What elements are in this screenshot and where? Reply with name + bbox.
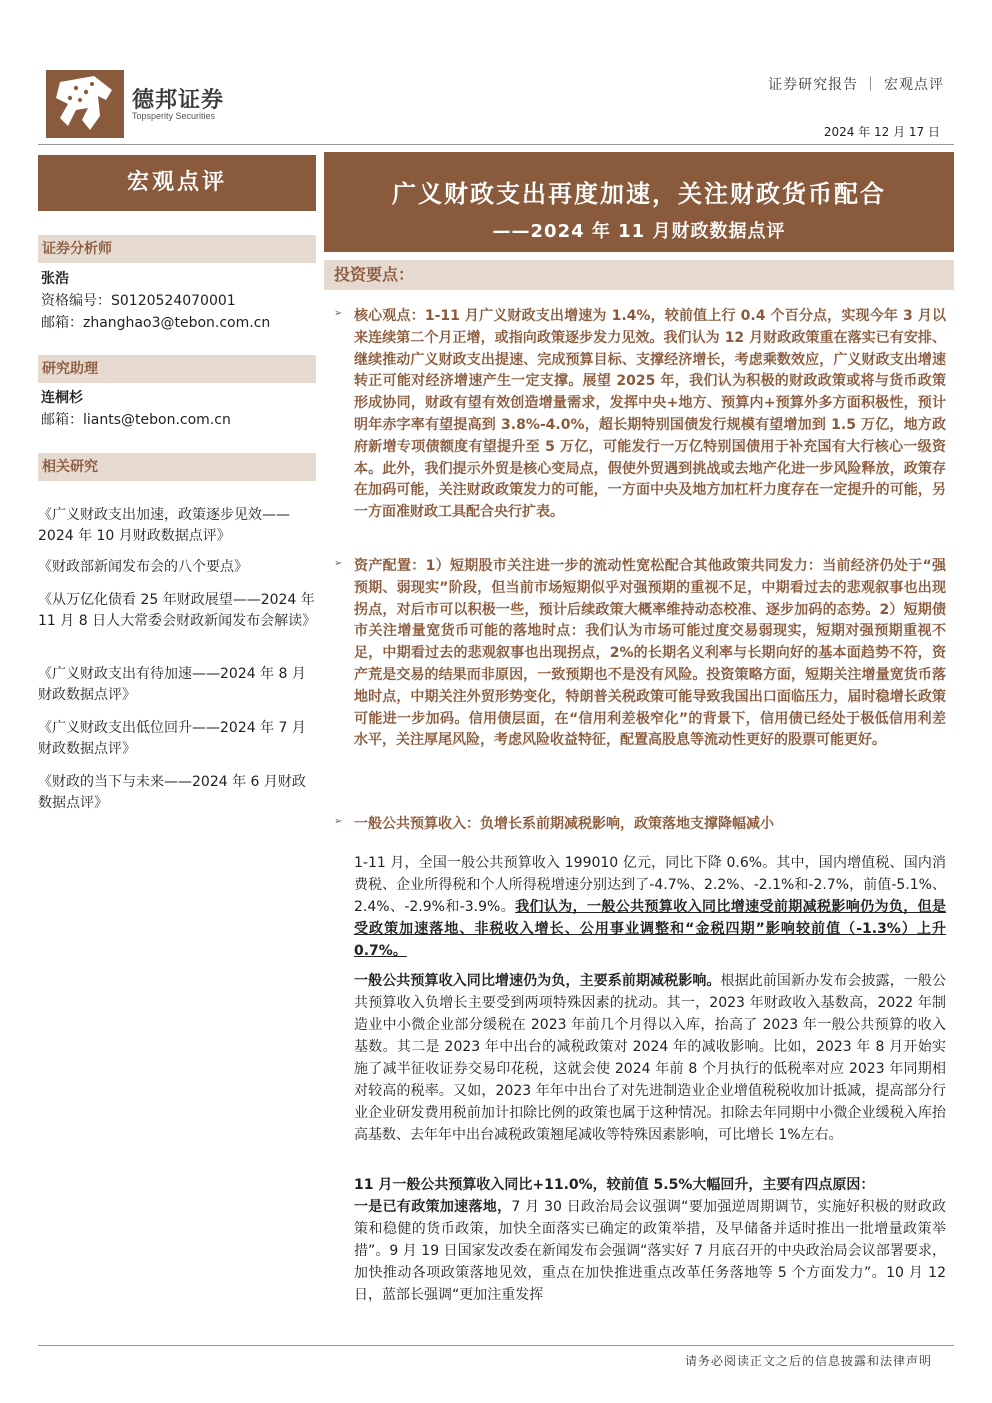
related-report-link[interactable]: 《财政的当下与未来——2024 年 6 月财政数据点评》 <box>38 774 306 811</box>
related-report-link[interactable]: 《广义财政支出有待加速——2024 年 8 月财政数据点评》 <box>38 666 306 703</box>
body-text: 7 月 30 日政治局会议强调“要加强逆周期调节，实施好积极的财政政策和稳健的货币政策，加快全面落实已确定的政策举措，及早储备并适时推出一批增量政策举措”。9 月 19 日国家发改委在新闻发布会强调“落实好 7 月底召开的中央政治局会议部署要求，加快推动各项政策落地见效，重点在加快推进重点改革任务落地等 5 个方面发力”。10 月 12 日，蓝部长强调“更加注重发挥 <box>354 1199 947 1303</box>
related-heading: 相关研究 <box>38 453 316 481</box>
body-emphasis: 我们认为，一般公共预算收入同比增速受前期减税影响仍为负，但是受政策加速落地、非税收入增长、公用事业调整和“金税四期”影响较前值（-1.3%）上升 0.7%。 <box>354 899 947 959</box>
body-paragraph-2 <box>354 970 946 1146</box>
report-title: 广义财政支出再度加速，关注财政货币配合 <box>392 180 886 208</box>
key-point-revenue <box>334 814 946 836</box>
body-text: 1-11 月，全国一般公共预算收入 199010 亿元，同比下降 0.6%。其中，国内增值税、国内消费税、企业所得税和个人所得税增速分别达到了-4.7%、2.2%、-2.1%和-2.7%，前值-5.1%、2.4%、-2.9%和-3.9%。 <box>354 855 946 915</box>
key-point-core-text: 核心观点：1-11 月广义财政支出增速为 1.4%，较前值上行 0.4 个百分点，实现今年 3 月以来连续第二个月正增，或指向政策逐步发力见效。我们认为 12 月财政政策重在落实已有安排、继续推动广义财政支出提速、完成预算目标、支撑经济增长，考虑乘数效应，广义财政支出增速转正可能对经济增速产生一定支撑。展望 2025 年，我们认为积极的财政政策或将与货币政策形成协同，财政有望有效创造增量需求，发挥中央+地方、预算内+预算外多方面积极性，预计明年赤字率有望提高到 3.8%-4.0%，超长期特别国债发行规模有望增加到 1.5 万亿，地方政府新增专项债额度有望提升至 5 万亿，可能发行一万亿特别国债用于补充国有大行核心一级资本。此外，我们提示外贸是核心变局点，假使外贸遇到挑战或去地产化进一步风险释放，政策存在加码可能，关注财政政策发力的可能，一方面中央及地方加杠杆力度存在一定提升的可能，另一方面准财政工具配合央行扩表。 <box>354 308 946 521</box>
body-paragraph-3 <box>354 1174 946 1306</box>
related-report-link[interactable]: 《从万亿化债看 25 年财政展望——2024 年 11 月 8 日人大常委会财政新闻发布会解读》 <box>38 592 317 629</box>
company-logo <box>46 70 124 138</box>
footer-divider <box>38 1345 954 1346</box>
investment-heading: 投资要点： <box>324 260 954 290</box>
body-emphasis: 一般公共预算收入同比增速仍为负，主要系前期减税影响。 <box>354 973 721 989</box>
report-subtitle: ——2024 年 11 月财政数据点评 <box>492 221 786 242</box>
bullet-arrow-icon: ➢ <box>334 816 343 827</box>
assistant-email: 邮箱：liants@tebon.com.cn <box>41 412 231 428</box>
key-point-asset <box>334 556 946 752</box>
analyst-cert: 资格编号：S0120524070001 <box>41 293 236 309</box>
header-divider <box>38 144 954 145</box>
brand-name-en: Topsperity Securities <box>132 111 216 121</box>
brand-name-cn: 德邦证券 <box>132 88 225 113</box>
side-banner: 宏观点评 <box>38 155 316 211</box>
related-report-link[interactable]: 《财政部新闻发布会的八个要点》 <box>38 559 248 575</box>
report-type: 证券研究报告 ｜ 宏观点评 <box>768 77 944 93</box>
key-point-core <box>334 306 946 524</box>
assistant-heading: 研究助理 <box>38 355 316 383</box>
related-report-link[interactable]: 《广义财政支出低位回升——2024 年 7 月财政数据点评》 <box>38 720 306 757</box>
bullet-arrow-icon: ➢ <box>334 308 343 319</box>
bullet-arrow-icon: ➢ <box>334 558 343 569</box>
body-emphasis: 11 月一般公共预算收入同比+11.0%，较前值 5.5%大幅回升，主要有四点原因： <box>354 1177 875 1193</box>
key-point-revenue-text: 一般公共预算收入：负增长系前期减税影响，政策落地支撑降幅减小 <box>354 816 774 832</box>
title-banner <box>324 152 954 252</box>
analyst-heading: 证券分析师 <box>38 235 316 263</box>
related-report-link[interactable]: 《广义财政支出加速，政策逐步见效——2024 年 10 月财政数据点评》 <box>38 507 290 544</box>
footer-disclaimer: 请务必阅读正文之后的信息披露和法律声明 <box>684 1354 932 1368</box>
assistant-name: 连桐杉 <box>41 390 83 406</box>
report-date: 2024 年 12 月 17 日 <box>823 125 940 139</box>
body-text: 根据此前国新办发布会披露，一般公共预算收入负增长主要受到两项特殊因素的扰动。其一，2023 年财政收入基数高，2022 年制造业中小微企业部分缓税在 2023 年前几个月得以入库，抬高了 2023 年一般公共预算的收入基数。其二是 2023 年中出台的减税政策对 2024 年的减收影响。比如，2023 年 8 月开始实施了减半征收证券交易印花税，这就会使 2024 年前 8 个月执行的低税率对应 2023 年同期相对较高的税率。又如，2023 年年中出台了对先进制造业企业增值税税收加计抵减，提高部分行业企业研发费用税前加计扣除比例的政策也属于这种情况。扣除去年同期中小微企业缓税入库抬高基数、去年年中出台减税政策翘尾减收等特殊因素影响，可比增长 1%左右。 <box>354 973 947 1143</box>
body-emphasis: 一是已有政策加速落地， <box>354 1199 512 1215</box>
body-paragraph-1 <box>354 852 946 962</box>
analyst-email: 邮箱：zhanghao3@tebon.com.cn <box>41 315 271 331</box>
key-point-asset-text: 资产配置：1）短期股市关注进一步的流动性宽松配合其他政策共同发力：当前经济仍处于“强预期、弱现实”阶段，但当前市场短期似乎对强预期的重视不足，中期看过去的悲观叙事也出现拐点，对后市可以积极一些，预计后续政策大概率维持动态校准、逐步加码的态势。2）短期债市关注增量宽货币可能的落地时点：我们认为市场可能过度交易弱现实，短期对强预期重视不足，中期看过去的悲观叙事也出现拐点，2%的长期名义利率与长期向好的基本面趋势不符，资产荒是交易的结果而非原因，一致预期也不是没有风险。投资策略方面，短期关注增量宽货币落地时点，中期关注外贸形势变化，特朗普关税政策可能导致我国出口面临压力，届时稳增长政策可能进一步加码。信用债层面，在“信用利差极窄化”的背景下，信用债已经处于极低信用利差水平，关注厚尾风险，考虑风险收益特征，配置高股息等流动性更好的股票可能更好。 <box>354 558 946 749</box>
analyst-name: 张浩 <box>41 271 69 287</box>
